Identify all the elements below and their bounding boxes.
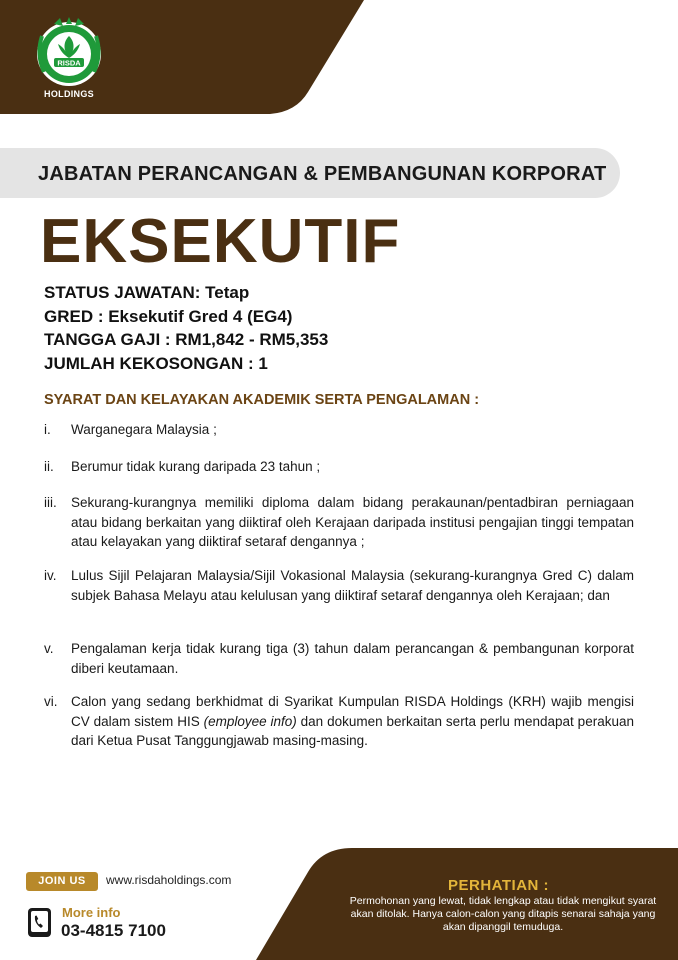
notice-title: PERHATIAN :	[448, 877, 550, 894]
grade-line: GRED : Eksekutif Gred 4 (EG4)	[44, 306, 293, 326]
risda-logo-icon	[30, 14, 108, 94]
phone-number[interactable]: 03-4815 7100	[61, 921, 166, 940]
requirement-number: iv.	[44, 568, 57, 583]
website-link[interactable]: www.risdaholdings.com	[106, 873, 232, 887]
requirement-number: vi.	[44, 694, 58, 709]
requirement-item	[44, 566, 634, 605]
requirement-number: v.	[44, 641, 54, 656]
requirement-text: Sekurang-kurangnya memiliki diploma dalam bidang perakaunan/pentadbiran perniagaan atau bidang berkaitan yang diiktiraf oleh Kerajaan daripada institusi pengajian tinggi tempatan atau kelayakan yang diiktiraf setaraf dengannya ;	[71, 495, 634, 549]
more-info-label: More info	[62, 905, 121, 920]
status-line: STATUS JAWATAN: Tetap	[44, 283, 250, 302]
position-title: EKSEKUTIF	[40, 207, 401, 276]
requirement-text-part: dan dokumen berkaitan serta perlu mendapat perakuan dari Ketua Pusat Tanggungjawab masing-masing.	[71, 713, 634, 748]
position-info	[44, 281, 328, 375]
requirement-text: Berumur tidak kurang daripada 23 tahun ;	[71, 459, 321, 474]
salary-line: TANGGA GAJI : RM1,842 - RM5,353	[44, 330, 329, 349]
requirement-item	[44, 639, 634, 678]
requirement-text-italic: (employee info)	[203, 713, 297, 729]
requirement-item	[44, 420, 634, 440]
requirement-text: Pengalaman kerja tidak kurang tiga (3) tahun dalam perancangan & pembangunan korporat diberi keutamaan.	[71, 641, 634, 676]
department-title: JABATAN PERANCANGAN & PEMBANGUNAN KORPORAT	[38, 163, 607, 185]
requirement-item	[44, 692, 634, 751]
requirement-number: ii.	[44, 459, 54, 474]
requirements-heading: SYARAT DAN KELAYAKAN AKADEMIK SERTA PENGALAMAN :	[44, 392, 480, 408]
requirement-text	[71, 692, 634, 751]
requirement-text: Lulus Sijil Pelajaran Malaysia/Sijil Vokasional Malaysia (sekurang-kurangnya Gred C) dalam subjek Bahasa Melayu atau kelulusan yang diiktiraf setaraf dengannya oleh Kerajaan; dan	[71, 568, 634, 603]
requirement-item	[44, 493, 634, 552]
phone-icon	[27, 907, 52, 938]
requirement-number: iii.	[44, 495, 57, 510]
requirement-text-part: Calon yang sedang berkhidmat di Syarikat Kumpulan RISDA Holdings (KRH) wajib mengisi CV dalam sistem HIS	[71, 694, 634, 729]
notice-text: Permohonan yang lewat, tidak lengkap atau tidak mengikut syarat akan ditolak. Hanya calon-calon yang ditapis senarai sahaja yang akan dipanggil temuduga.	[349, 895, 657, 933]
holdings-label: HOLDINGS	[44, 89, 94, 99]
svg-text:RISDA: RISDA	[57, 58, 81, 68]
vacancies-line: JUMLAH KEKOSONGAN : 1	[44, 353, 268, 373]
requirement-text: Warganegara Malaysia ;	[71, 422, 217, 437]
requirement-item	[44, 457, 634, 477]
requirement-number: i.	[44, 422, 51, 437]
join-us-badge: JOIN US	[26, 872, 98, 891]
